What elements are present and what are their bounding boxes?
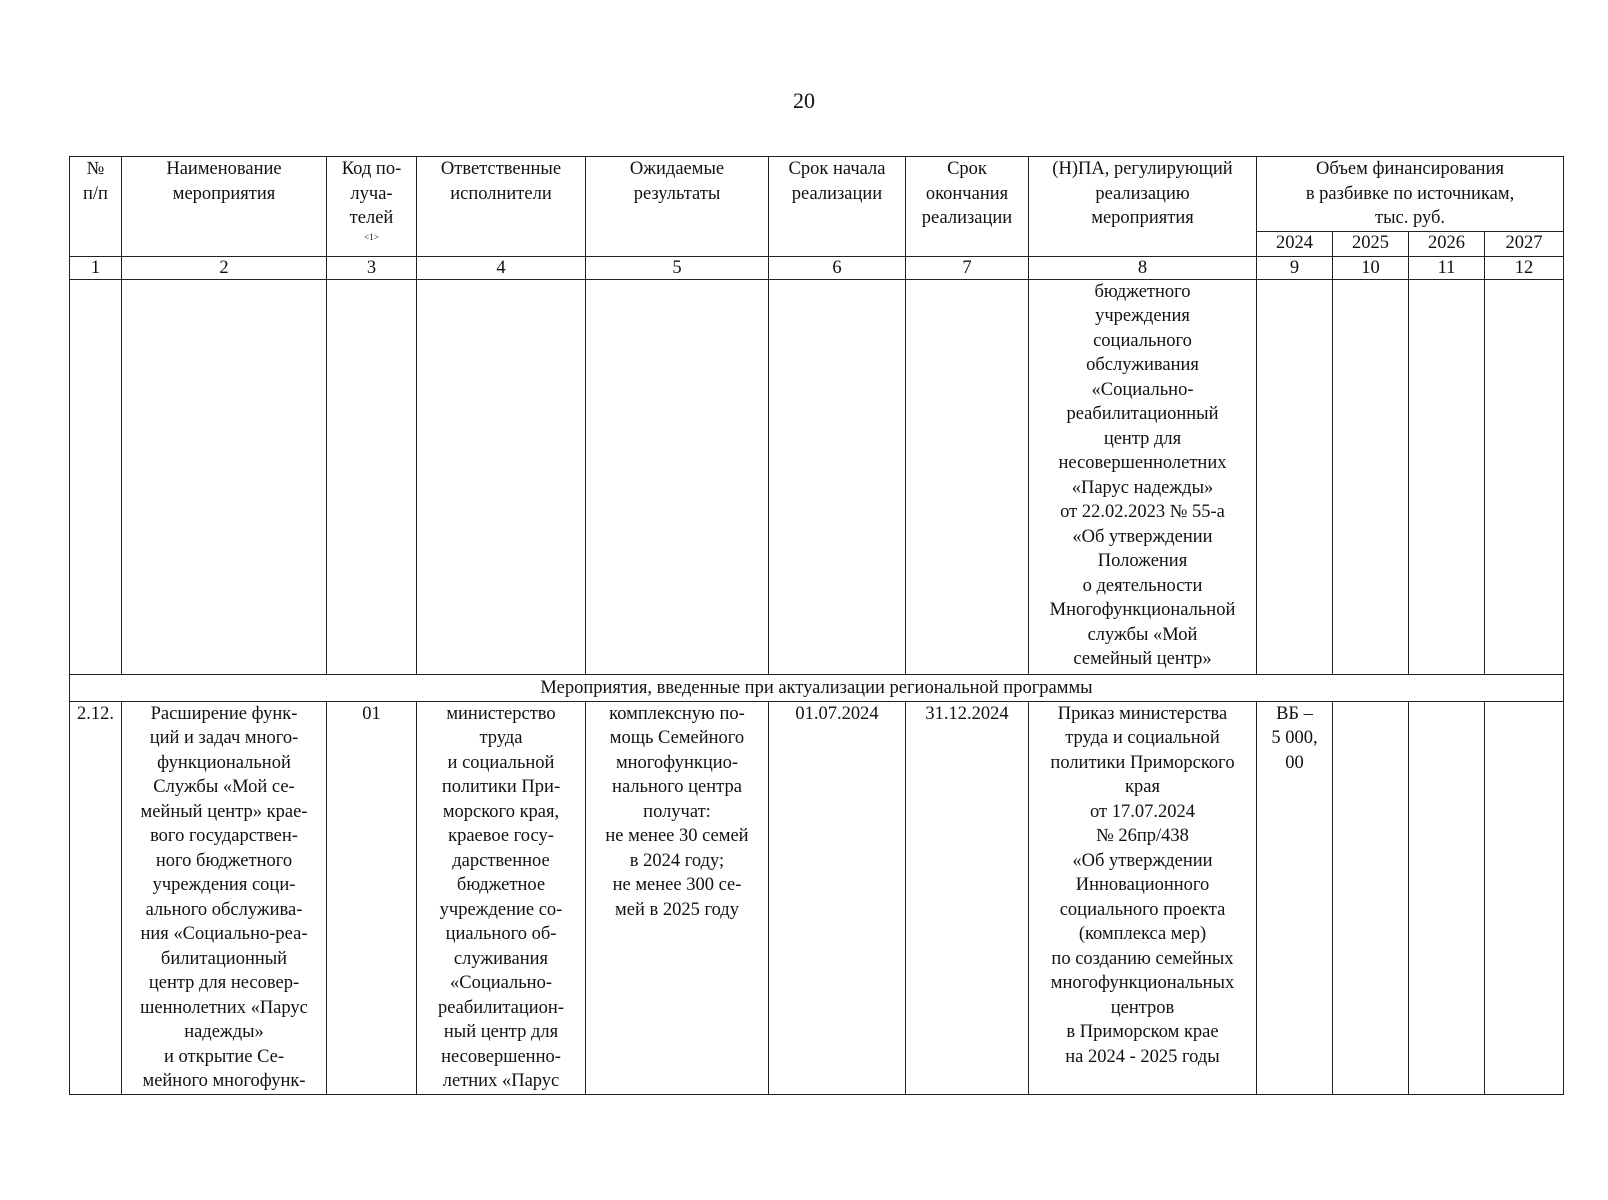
cell-npa-continued: бюджетного учреждения социального обслуживания «Социально- реабилитационный центр для несовершеннолетних «Парус надежды» от 22.02.2023 № 55-а «Об утверждении Положения о деятельности Многофункциональной службы «Мой семейный центр»: [1029, 279, 1257, 674]
cell-empty: [70, 279, 122, 674]
cell-empty: [1409, 279, 1485, 674]
header-year: 2025: [1333, 231, 1409, 256]
cell-results: комплексную по- мощь Семейного многофункцио- нального центра получат: не менее 30 семей в 2024 году; не менее 300 се- мей в 2025 году: [586, 701, 769, 1094]
cell-empty: [1257, 279, 1333, 674]
table-row-continued: [70, 279, 1564, 674]
column-number: 2: [122, 256, 327, 279]
column-number: 3: [327, 256, 417, 279]
cell-npa: Приказ министерства труда и социальной политики Приморского края от 17.07.2024 № 26пр/438 «Об утверждении Инновационного социального проекта (комплекса мер) по созданию семейных многофункциональных центров в Приморском крае на 2024 - 2025 годы: [1029, 701, 1257, 1094]
header-year: 2024: [1257, 231, 1333, 256]
cell-empty: [122, 279, 327, 674]
column-number: 4: [417, 256, 586, 279]
header-code-note: <1>: [364, 231, 379, 242]
cell-empty: [417, 279, 586, 674]
cell-empty: [1333, 279, 1409, 674]
table-row-2-12: [70, 701, 1564, 1094]
cell-name: Расширение функ- ций и задач много- функциональной Службы «Мой се- мейный центр» крае- вого государствен- ного бюджетного учреждения соци- ального обслужива- ния «Социально-реа- билитационный центр для несовер- шеннолетних «Парус надежды» и открытие Се- мейного многофунк-: [122, 701, 327, 1094]
program-activities-table: [69, 156, 1564, 1095]
cell-end: 31.12.2024: [906, 701, 1029, 1094]
cell-code: 01: [327, 701, 417, 1094]
cell-funding-2025: [1333, 701, 1409, 1094]
column-number: 6: [769, 256, 906, 279]
header-executors: Ответственные исполнители: [417, 157, 586, 257]
column-number: 12: [1485, 256, 1564, 279]
header-npa: (Н)ПА, регулирующий реализацию мероприятия: [1029, 157, 1257, 257]
header-code: [327, 157, 417, 257]
page-number: 20: [793, 88, 815, 113]
cell-num: 2.12.: [70, 701, 122, 1094]
header-row: [70, 157, 1564, 232]
column-number: 7: [906, 256, 1029, 279]
cell-start: 01.07.2024: [769, 701, 906, 1094]
cell-funding-2024: ВБ – 5 000, 00: [1257, 701, 1333, 1094]
cell-empty: [327, 279, 417, 674]
section-row: [70, 674, 1564, 701]
cell-empty: [769, 279, 906, 674]
header-funding: Объем финансирования в разбивке по источникам, тыс. руб.: [1257, 157, 1564, 232]
header-year: 2026: [1409, 231, 1485, 256]
header-end: Срок окончания реализации: [906, 157, 1029, 257]
cell-funding-2027: [1485, 701, 1564, 1094]
header-name: Наименование мероприятия: [122, 157, 327, 257]
column-number: 11: [1409, 256, 1485, 279]
header-start: Срок начала реализации: [769, 157, 906, 257]
column-number: 10: [1333, 256, 1409, 279]
section-title: Мероприятия, введенные при актуализации региональной программы: [70, 674, 1564, 701]
cell-empty: [586, 279, 769, 674]
cell-executors: министерство труда и социальной политики При- морского края, краевое госу- дарственное бюджетное учреждение со- циального об- служивания «Социально- реабилитацион- ный центр для несовершенно- летних «Парус: [417, 701, 586, 1094]
cell-empty: [906, 279, 1029, 674]
column-number: 9: [1257, 256, 1333, 279]
column-number: 1: [70, 256, 122, 279]
cell-empty: [1485, 279, 1564, 674]
header-results: Ожидаемые результаты: [586, 157, 769, 257]
column-numbers-row: [70, 256, 1564, 279]
header-year: 2027: [1485, 231, 1564, 256]
cell-funding-2026: [1409, 701, 1485, 1094]
header-num: № п/п: [70, 157, 122, 257]
column-number: 8: [1029, 256, 1257, 279]
header-code-label: Код по- луча- телей: [341, 159, 402, 228]
column-number: 5: [586, 256, 769, 279]
